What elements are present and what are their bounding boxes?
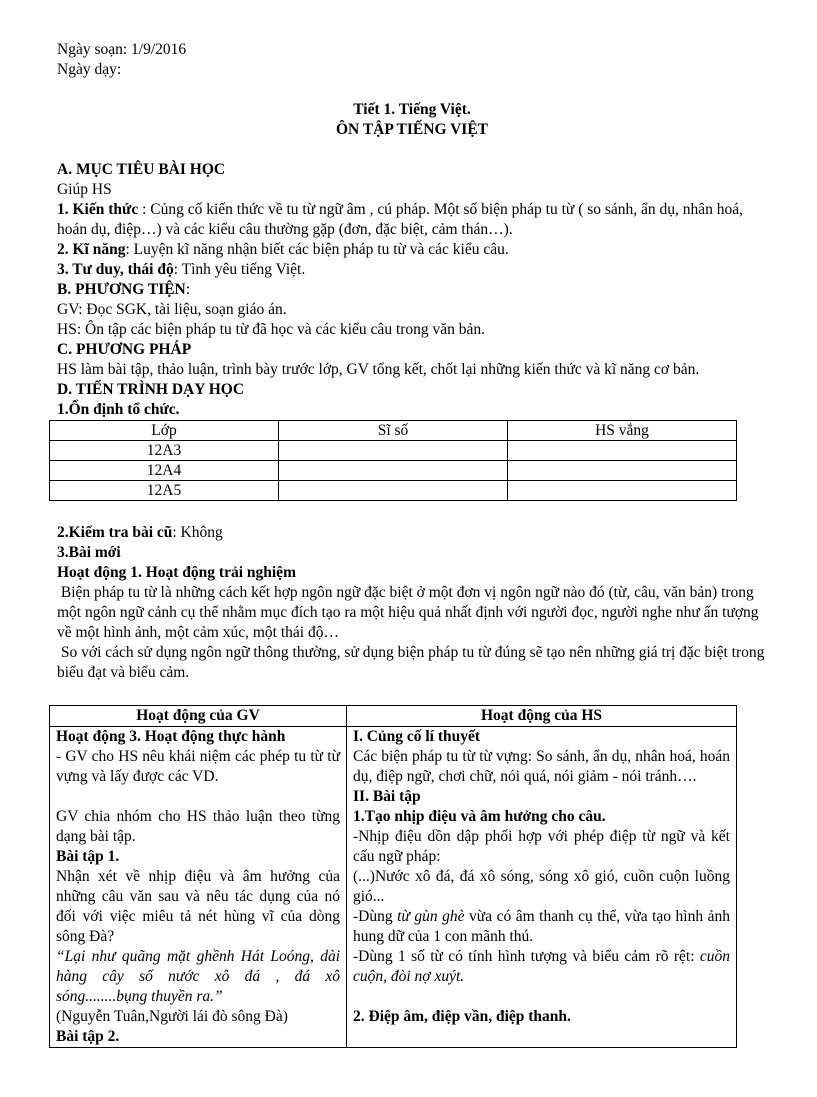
lesson-title <box>57 100 767 140</box>
activity1-heading: Hoạt động 1. Hoạt động trải nghiệm <box>57 564 296 581</box>
lesson-title-line1: Tiết 1. Tiếng Việt. <box>353 101 471 118</box>
knowledge-label: 1. Kiến thức <box>57 201 139 218</box>
section-b-hs: HS: Ôn tập các biện pháp tu từ đã học và các kiểu câu trong văn bản. <box>57 321 486 338</box>
hs-column-header: Hoạt động của HS <box>347 706 737 727</box>
sub2-heading: 2. Điệp âm, điệp vần, điệp thanh. <box>353 1008 571 1025</box>
step2-text: : Không <box>172 524 223 541</box>
section-d-heading: D. TIẾN TRÌNH DẠY HỌC <box>57 381 245 398</box>
knowledge-text: : Củng cố kiến thức về tu từ ngữ âm , cú pháp. Một số biện pháp tu từ ( so sánh, ẩn dụ, nhân hoá, hoán dụ, điệp…) và các kiểu câu thường gặp (đơn, đặc biệt, cảm thán…). <box>57 201 744 238</box>
exercise-heading: II. Bài tập <box>353 788 421 805</box>
section-b-gv: GV: Đọc SGK, tài liệu, soạn giáo án. <box>57 301 287 318</box>
step2-label: 2.Kiểm tra bài cũ <box>57 524 173 541</box>
section-b-heading-line <box>57 280 767 300</box>
section-b-heading-suffix: : <box>185 281 191 298</box>
table-cell <box>279 441 508 461</box>
section-a-intro: Giúp HS <box>57 181 112 198</box>
table-row <box>50 441 737 461</box>
step2-line <box>57 523 767 543</box>
exercise1-label: Bài tập 1. <box>56 848 120 865</box>
sub1-p4-italic: cuồn cuộn, đòi nợ xuýt. <box>353 948 730 985</box>
table-cell: 12A5 <box>50 481 279 501</box>
sub1-p4-a: -Dùng 1 số từ có tính hình tượng và biểu cảm rõ rệt: <box>353 948 700 965</box>
attitude-objective <box>57 260 767 280</box>
skill-objective <box>57 240 767 260</box>
date-taught: Ngày dạy: <box>57 61 122 78</box>
sub1-p3-a: -Dùng <box>353 908 398 925</box>
gv-activity-p1: - GV cho HS nêu khái niệm các phép tu từ từ vựng và lấy được các VD. <box>56 748 340 785</box>
table-cell <box>508 441 737 461</box>
activity-table <box>49 705 737 1048</box>
sub1-p3-b: vừa có âm thanh cụ thể, vừa tạo hình ảnh hung dữ của 1 con mãnh thú. <box>353 908 731 945</box>
section-c-text: HS làm bài tập, thảo luận, trình bày trước lớp, GV tổng kết, chốt lại những kiến thức và kĩ năng cơ bản. <box>57 361 700 378</box>
section-a-heading: A. MỤC TIÊU BÀI HỌC <box>57 161 226 178</box>
theory-text: Các biện pháp tu từ từ vựng: So sánh, ẩn dụ, nhân hoá, hoán dụ, điệp ngữ, chơi chữ, nói quá, nói giảm - nói tránh…. <box>353 748 730 785</box>
table-row <box>50 461 737 481</box>
gv-activity-p2: GV chia nhóm cho HS thảo luận theo từng dạng bài tập. <box>56 808 340 845</box>
activity-table-header <box>50 706 737 727</box>
date-prepared: Ngày soạn: 1/9/2016 <box>57 41 187 58</box>
sub1-p3-italic: từ gùn ghè <box>397 908 465 925</box>
skill-text: : Luyện kĩ năng nhận biết các biện pháp tu từ và các kiểu câu. <box>125 241 509 258</box>
table-header-cell: HS vắng <box>508 421 737 441</box>
step1-heading: 1.Ổn định tổ chức. <box>57 401 180 418</box>
exercise1-quote: “Lại như quãng mặt ghềnh Hát Loóng, dài hàng cây số nước xô đá , đá xô sóng........bụng thuyền ra.” <box>56 948 340 1005</box>
table-header-row <box>50 421 737 441</box>
gv-activity-cell <box>50 727 347 1048</box>
table-cell <box>279 481 508 501</box>
sub1-p1: -Nhịp điệu dồn dập phối hợp với phép điệp từ ngữ và kết cấu ngữ pháp: <box>353 828 730 865</box>
section-b-heading: B. PHƯƠNG TIỆN <box>57 281 186 298</box>
sub1-p3 <box>353 907 730 947</box>
exercise1-source: (Nguyễn Tuân,Người lái đò sông Đà) <box>56 1008 288 1025</box>
table-cell <box>279 461 508 481</box>
table-cell <box>508 481 737 501</box>
section-c-heading: C. PHƯƠNG PHÁP <box>57 341 192 358</box>
table-cell: 12A4 <box>50 461 279 481</box>
gv-column-header: Hoạt động của GV <box>50 706 347 727</box>
sub1-p2: (...)Nước xô đá, đá xô sóng, sóng xô gió, cuồn cuộn luồng gió... <box>353 868 730 905</box>
sub1-heading: 1.Tạo nhịp điệu và âm hưởng cho câu. <box>353 808 606 825</box>
attitude-text: : Tình yêu tiếng Việt. <box>173 261 306 278</box>
lesson-plan-page <box>57 40 767 1048</box>
skill-label: 2. Kĩ năng <box>57 241 126 258</box>
class-attendance-table <box>49 420 737 501</box>
hs-activity-cell <box>347 727 737 1048</box>
knowledge-objective <box>57 200 767 240</box>
table-header-cell: Sĩ số <box>279 421 508 441</box>
gv-activity-heading: Hoạt động 3. Hoạt động thực hành <box>56 728 286 745</box>
activity-table-row <box>50 727 737 1048</box>
lesson-title-line2: ÔN TẬP TIẾNG VIỆT <box>335 121 489 138</box>
theory-heading: I. Củng cố lí thuyết <box>353 728 481 745</box>
table-cell: 12A3 <box>50 441 279 461</box>
step3-heading: 3.Bài mới <box>57 544 121 561</box>
exercise2-label: Bài tập 2. <box>56 1028 120 1045</box>
attitude-label: 3. Tư duy, thái độ <box>57 261 174 278</box>
activity1-paragraph1: Biện pháp tu từ là những cách kết hợp ngôn ngữ đặc biệt ở một đơn vị ngôn ngữ nào đó (từ, câu, văn bản) trong một ngôn ngữ cảnh cụ thể nhằm mục đích tạo ra một hiệu quả nhất định với người đọc, người nghe như ấn tượng về một hình ảnh, một cảm xúc, một thái độ… <box>57 584 763 641</box>
activity1-paragraph2: So với cách sử dụng ngôn ngữ thông thường, sử dụng biện pháp tu từ đúng sẽ tạo nên những giá trị đặc biệt trong biểu đạt và biểu cảm. <box>57 644 769 681</box>
table-header-cell: Lớp <box>50 421 279 441</box>
sub1-p4 <box>353 947 730 987</box>
table-cell <box>508 461 737 481</box>
table-row <box>50 481 737 501</box>
exercise1-text: Nhận xét về nhịp điệu và âm hưởng của những câu văn sau và nêu tác dụng của nó đối với việc miêu tả nét hùng vĩ của dòng sông Đà? <box>56 868 340 945</box>
